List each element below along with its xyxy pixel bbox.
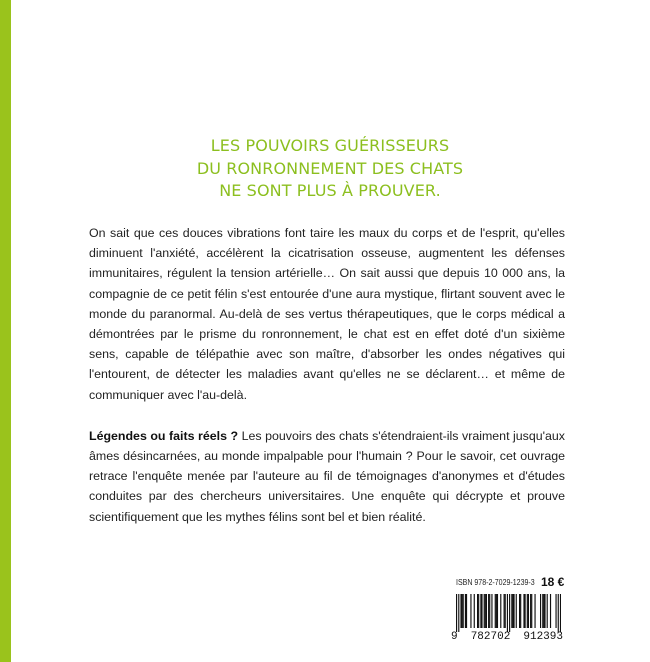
blurb [89, 223, 565, 527]
barcode-bar [497, 594, 498, 628]
headline-line-2: DU RONRONNEMENT DES CHATS [196, 158, 464, 178]
headline-line-1: LES POUVOIRS GUÉRISSEURS [210, 136, 450, 155]
barcode-bar [480, 594, 481, 628]
barcode-bar [542, 594, 543, 628]
headline [60, 135, 600, 203]
barcode-bar [547, 594, 548, 628]
barcode-bar [516, 594, 517, 628]
barcode-bar [527, 594, 528, 628]
barcode-bar [519, 594, 520, 628]
barcode-right-group: 912393 [523, 631, 563, 643]
barcode-bar [558, 594, 559, 632]
barcode-bar [495, 594, 496, 628]
barcode-bar [534, 594, 535, 628]
barcode-bar [544, 594, 545, 628]
barcode-bar [485, 594, 486, 628]
barcode-bar [474, 594, 475, 628]
barcode [456, 594, 561, 632]
barcode-bar [463, 594, 464, 628]
barcode-bar [477, 594, 478, 628]
barcode-bar [460, 594, 461, 628]
isbn-label: ISBN 978-2-7029-1239-3 [456, 578, 535, 587]
blurb-paragraph-2 [89, 426, 565, 527]
barcode-bar [507, 594, 508, 632]
barcode-bar [491, 594, 492, 628]
barcode-bar [478, 594, 479, 628]
blurb-paragraph-2-text: Les pouvoirs des chats s'étendraient-ils vraiment jusqu'aux âmes désincarnées, au monde impalpable pour l'humain ? Pour le savoir, cet ouvrage retrace l'enquête menée par l'auteure au fil de témoignages d'anonymes et d'études conduites par des chercheurs universitaires. Une enquête qui décrypte et prouve scientifiquement que les mythes félins sont bel et bien réalité. [89, 428, 565, 524]
barcode-bar [540, 594, 541, 628]
barcode-bar [555, 594, 556, 628]
barcode-bar [509, 594, 510, 632]
barcode-bar [496, 594, 497, 628]
barcode-bar [511, 594, 512, 628]
blurb-lead-question: Légendes ou faits réels ? [89, 428, 239, 443]
barcode-bar [484, 594, 485, 628]
barcode-first-digit: 9 [451, 631, 458, 643]
barcode-bar [530, 594, 531, 628]
barcode-left-group: 782702 [470, 631, 511, 643]
barcode-bar [465, 594, 466, 628]
barcode-bar [504, 594, 505, 628]
barcode-bar [550, 594, 551, 628]
barcode-bar [489, 594, 490, 628]
barcode-bar [486, 594, 487, 628]
barcode-bar [525, 594, 526, 628]
barcode-bar [523, 594, 524, 628]
barcode-bar [543, 594, 544, 628]
barcode-bar [531, 594, 532, 628]
barcode-bar [458, 594, 459, 632]
barcode-bar [512, 594, 513, 628]
barcode-bar [520, 594, 521, 628]
barcode-bar [505, 594, 506, 628]
barcode-bar [456, 594, 457, 632]
price-label: 18 € [541, 575, 565, 589]
barcode-bar [560, 594, 561, 632]
barcode-bar [462, 594, 463, 628]
barcode-bar [528, 594, 529, 628]
headline-line-3: NE SONT PLUS À PROUVER. [219, 181, 441, 200]
blurb-paragraph-1: On sait que ces douces vibrations font taire les maux du corps et de l'esprit, qu'elles diminuent l'anxiété, accélèrent la cicatrisation osseuse, augmentent les défenses immunitaires, régulent la tension artérielle… On sait aussi que depuis 10 000 ans, la compagnie de ce petit félin s'est entourée d'une aura mystique, flirtant souvent avec le monde du paranormal. Au-delà de ses vertus thérapeutiques, que le corps médical a démontrées par le prisme du ronronnement, le chat est en effet doté d'un sixième sens, capable de télépathie avec son maître, d'absorber les ondes négatives qui l'entourent, de détecter les maladies avant qu'elles ne se déclarent… et même de communiquer avec l'au-delà. [89, 226, 565, 402]
barcode-digits [451, 631, 563, 643]
barcode-bar [488, 594, 489, 628]
barcode-bar [470, 594, 471, 628]
green-edge-strip [0, 0, 11, 662]
barcode-bar [481, 594, 482, 628]
barcode-bar [513, 594, 514, 628]
barcode-bar [500, 594, 501, 628]
barcode-bar [466, 594, 467, 628]
